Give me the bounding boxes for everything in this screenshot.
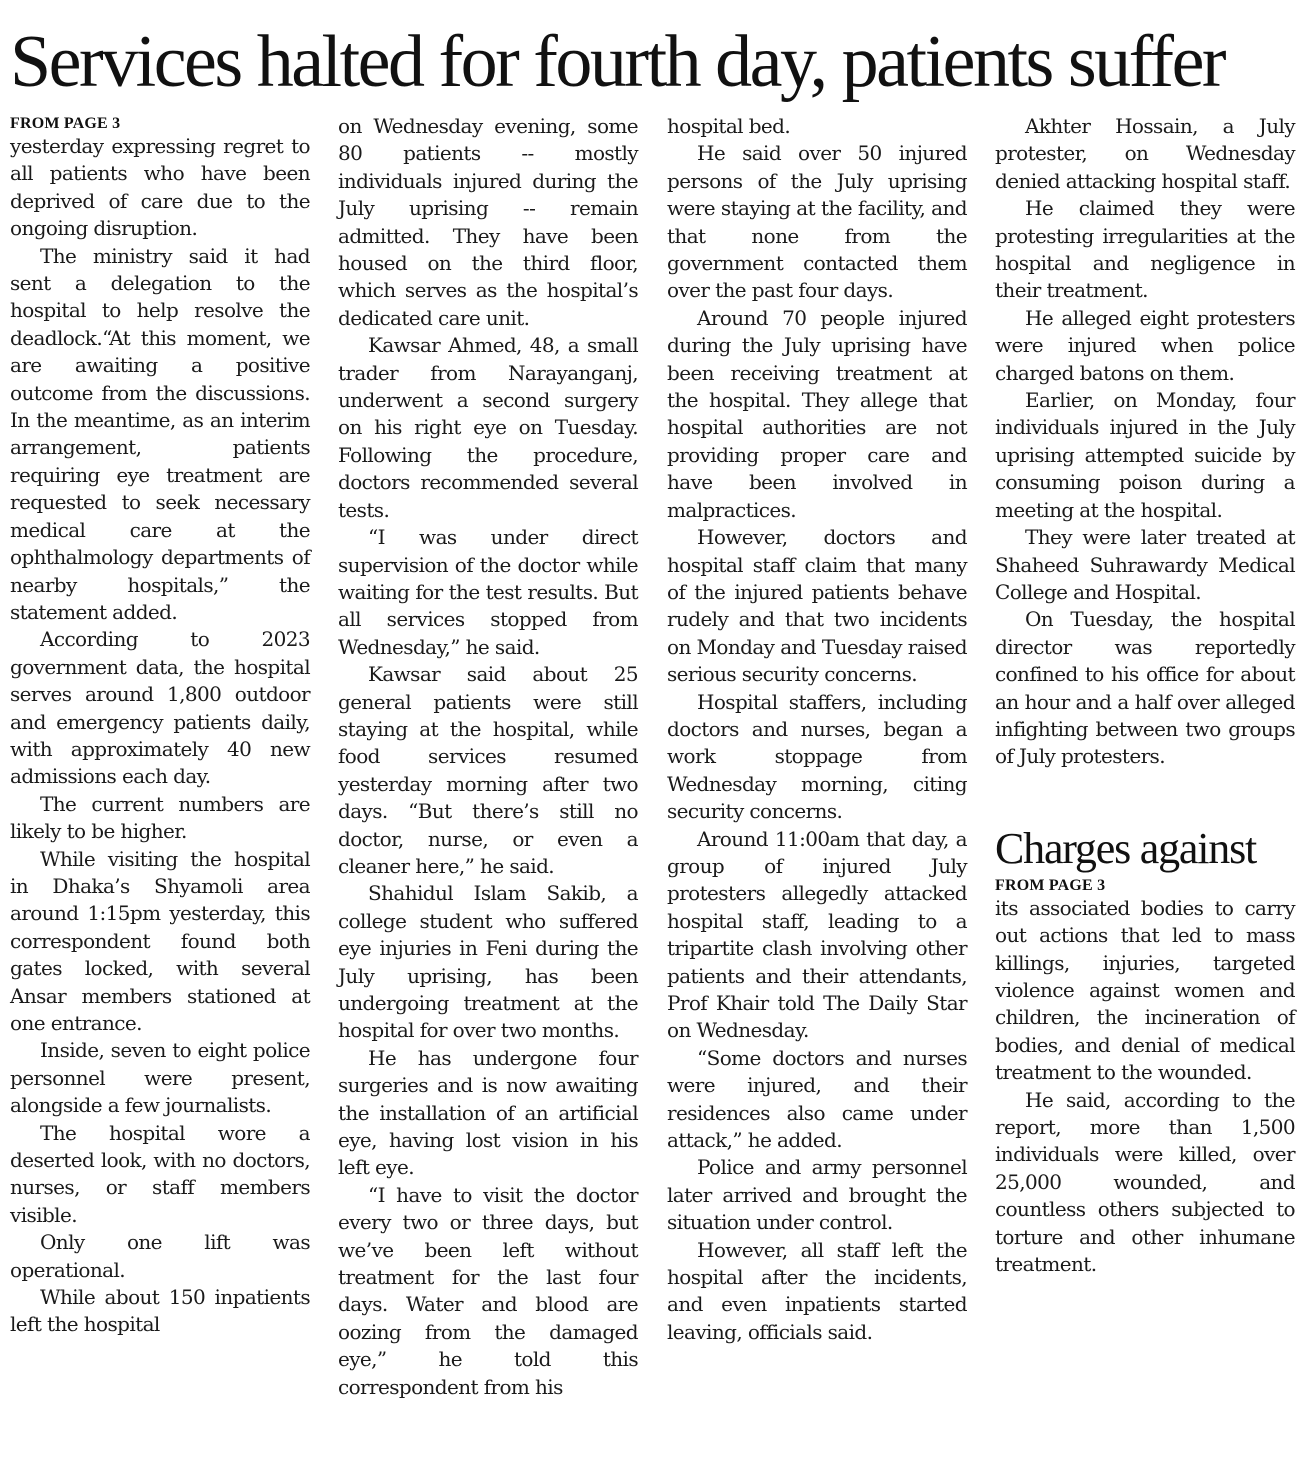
paragraph: He has undergone four surgeries and is now awaiting the installation of an artificial eye, having lost vision in his left eye.: [338, 1045, 638, 1180]
paragraph: While visiting the hospital in Dhaka’s Shyamoli area around 1:15pm yesterday, this correspondent found both gates locked, with several Ansar members stationed at one entrance.: [10, 846, 310, 1035]
paragraph: on Wednesday evening, some 80 patients -- mostly individuals injured during the July uprising -- remain admitted. They have been housed on the third floor, which serves as the hospital’s dedicated care unit.: [338, 114, 638, 330]
column-3: [667, 113, 967, 1346]
paragraph: Akhter Hossain, a July protester, on Wednesday denied attacking hospital staff.: [995, 114, 1295, 193]
paragraph: “Some doctors and nurses were injured, and their residences also came under attack,” he added.: [667, 1045, 967, 1153]
paragraph: They were later treated at Shaheed Suhrawardy Medical College and Hospital.: [995, 525, 1295, 604]
paragraph: Kawsar said about 25 general patients were still staying at the hospital, while food services resumed yesterday morning after two days. “But there’s still no doctor, nurse, or even a cleaner here,” he said.: [338, 662, 638, 878]
paragraph: Around 11:00am that day, a group of injured July protesters allegedly attacked hospital staff, leading to a tripartite clash involving other patients and their attendants, Prof Khair told The Daily Star on Wednesday.: [667, 826, 967, 1043]
paragraph: While about 150 inpatients left the hospital: [10, 1285, 310, 1337]
paragraph: Hospital staffers, including doctors and nurses, began a work stoppage from Wednesday morning, citing security concerns.: [667, 689, 967, 824]
paragraph: “I was under direct supervision of the doctor while waiting for the test results. But all services stopped from Wednesday,” he said.: [338, 525, 638, 659]
paragraph: He said, according to the report, more than 1,500 individuals were killed, over 25,000 wounded, and countless others subjected to torture and other inhumane treatment.: [995, 1087, 1295, 1277]
paragraph: “I have to visit the doctor every two or three days, but we’ve been left without treatment for the last four days. Water and blood are oozing from the damaged eye,” he told this correspondent from his: [338, 1182, 638, 1399]
paragraph: hospital bed.: [667, 114, 791, 138]
second-story-headline: Charges against: [995, 823, 1257, 873]
paragraph: Shahidul Islam Sakib, a college student who suffered eye injuries in Feni during the July uprising, has been undergoing treatment at the hospital for over two months.: [338, 881, 638, 1043]
paragraph: The current numbers are likely to be higher.: [10, 791, 310, 844]
paragraph: Around 70 people injured during the July uprising have been receiving treatment at the hospital. They allege that hospital authorities are not providing proper care and have been involved in malpractices.: [667, 305, 967, 522]
headline: Services halted for fourth day, patients suffer: [10, 21, 1225, 103]
paragraph: Kawsar Ahmed, 48, a small trader from Narayanganj, underwent a second surgery on his right eye on Tuesday. Following the procedure, doctors recommended several tests.: [338, 333, 638, 522]
paragraph: He claimed they were protesting irregularities at the hospital and negligence in their treatment.: [995, 196, 1295, 303]
paragraph: Police and army personnel later arrived and brought the situation under control.: [667, 1155, 967, 1235]
column-4: [995, 113, 1295, 1278]
paragraph: Only one lift was operational.: [10, 1230, 310, 1282]
continued-from-kicker: FROM PAGE 3: [10, 115, 121, 132]
paragraph: On Tuesday, the hospital director was reportedly confined to his office for about an hour and a half over alleged infighting between two groups of July protesters.: [995, 607, 1295, 769]
paragraph: yesterday expressing regret to all patients who have been deprived of care due to the ongoing disruption.: [10, 134, 310, 241]
paragraph: However, all staff left the hospital after the incidents, and even inpatients started leaving, officials said.: [667, 1237, 967, 1344]
paragraph: The ministry said it had sent a delegation to the hospital to help resolve the deadlock.“At this moment, we are awaiting a positive outcome from the discussions. In the meantime, as an interim arrangement, patients requiring eye treatment are requested to seek necessary medical care at the ophthalmology departments of nearby hospitals,” the statement added.: [10, 243, 310, 624]
paragraph: However, doctors and hospital staff claim that many of the injured patients behave rudely and that two incidents on Monday and Tuesday raised serious security concerns.: [667, 525, 967, 687]
paragraph: Earlier, on Monday, four individuals injured in the July uprising attempted suicide by consuming poison during a meeting at the hospital.: [995, 388, 1295, 522]
second-story-kicker: FROM PAGE 3: [995, 876, 1106, 894]
paragraph: Inside, seven to eight police personnel were present, alongside a few journalists.: [10, 1038, 310, 1118]
paragraph: According to 2023 government data, the hospital serves around 1,800 outdoor and emergency patients daily, with approximately 40 new admissions each day.: [10, 627, 310, 789]
paragraph: He alleged eight protesters were injured when police charged batons on them.: [995, 305, 1295, 385]
column-1: [10, 113, 310, 1339]
paragraph: He said over 50 injured persons of the July uprising were staying at the facility, and that none from the government contacted them over the past four days.: [667, 141, 967, 303]
column-2: [338, 113, 638, 1401]
paragraph: The hospital wore a deserted look, with no doctors, nurses, or staff members visible.: [10, 1120, 310, 1227]
paragraph: its associated bodies to carry out actions that led to mass killings, injuries, targeted violence against women and children, the incineration of bodies, and denial of medical treatment to the wounded.: [995, 895, 1295, 1085]
